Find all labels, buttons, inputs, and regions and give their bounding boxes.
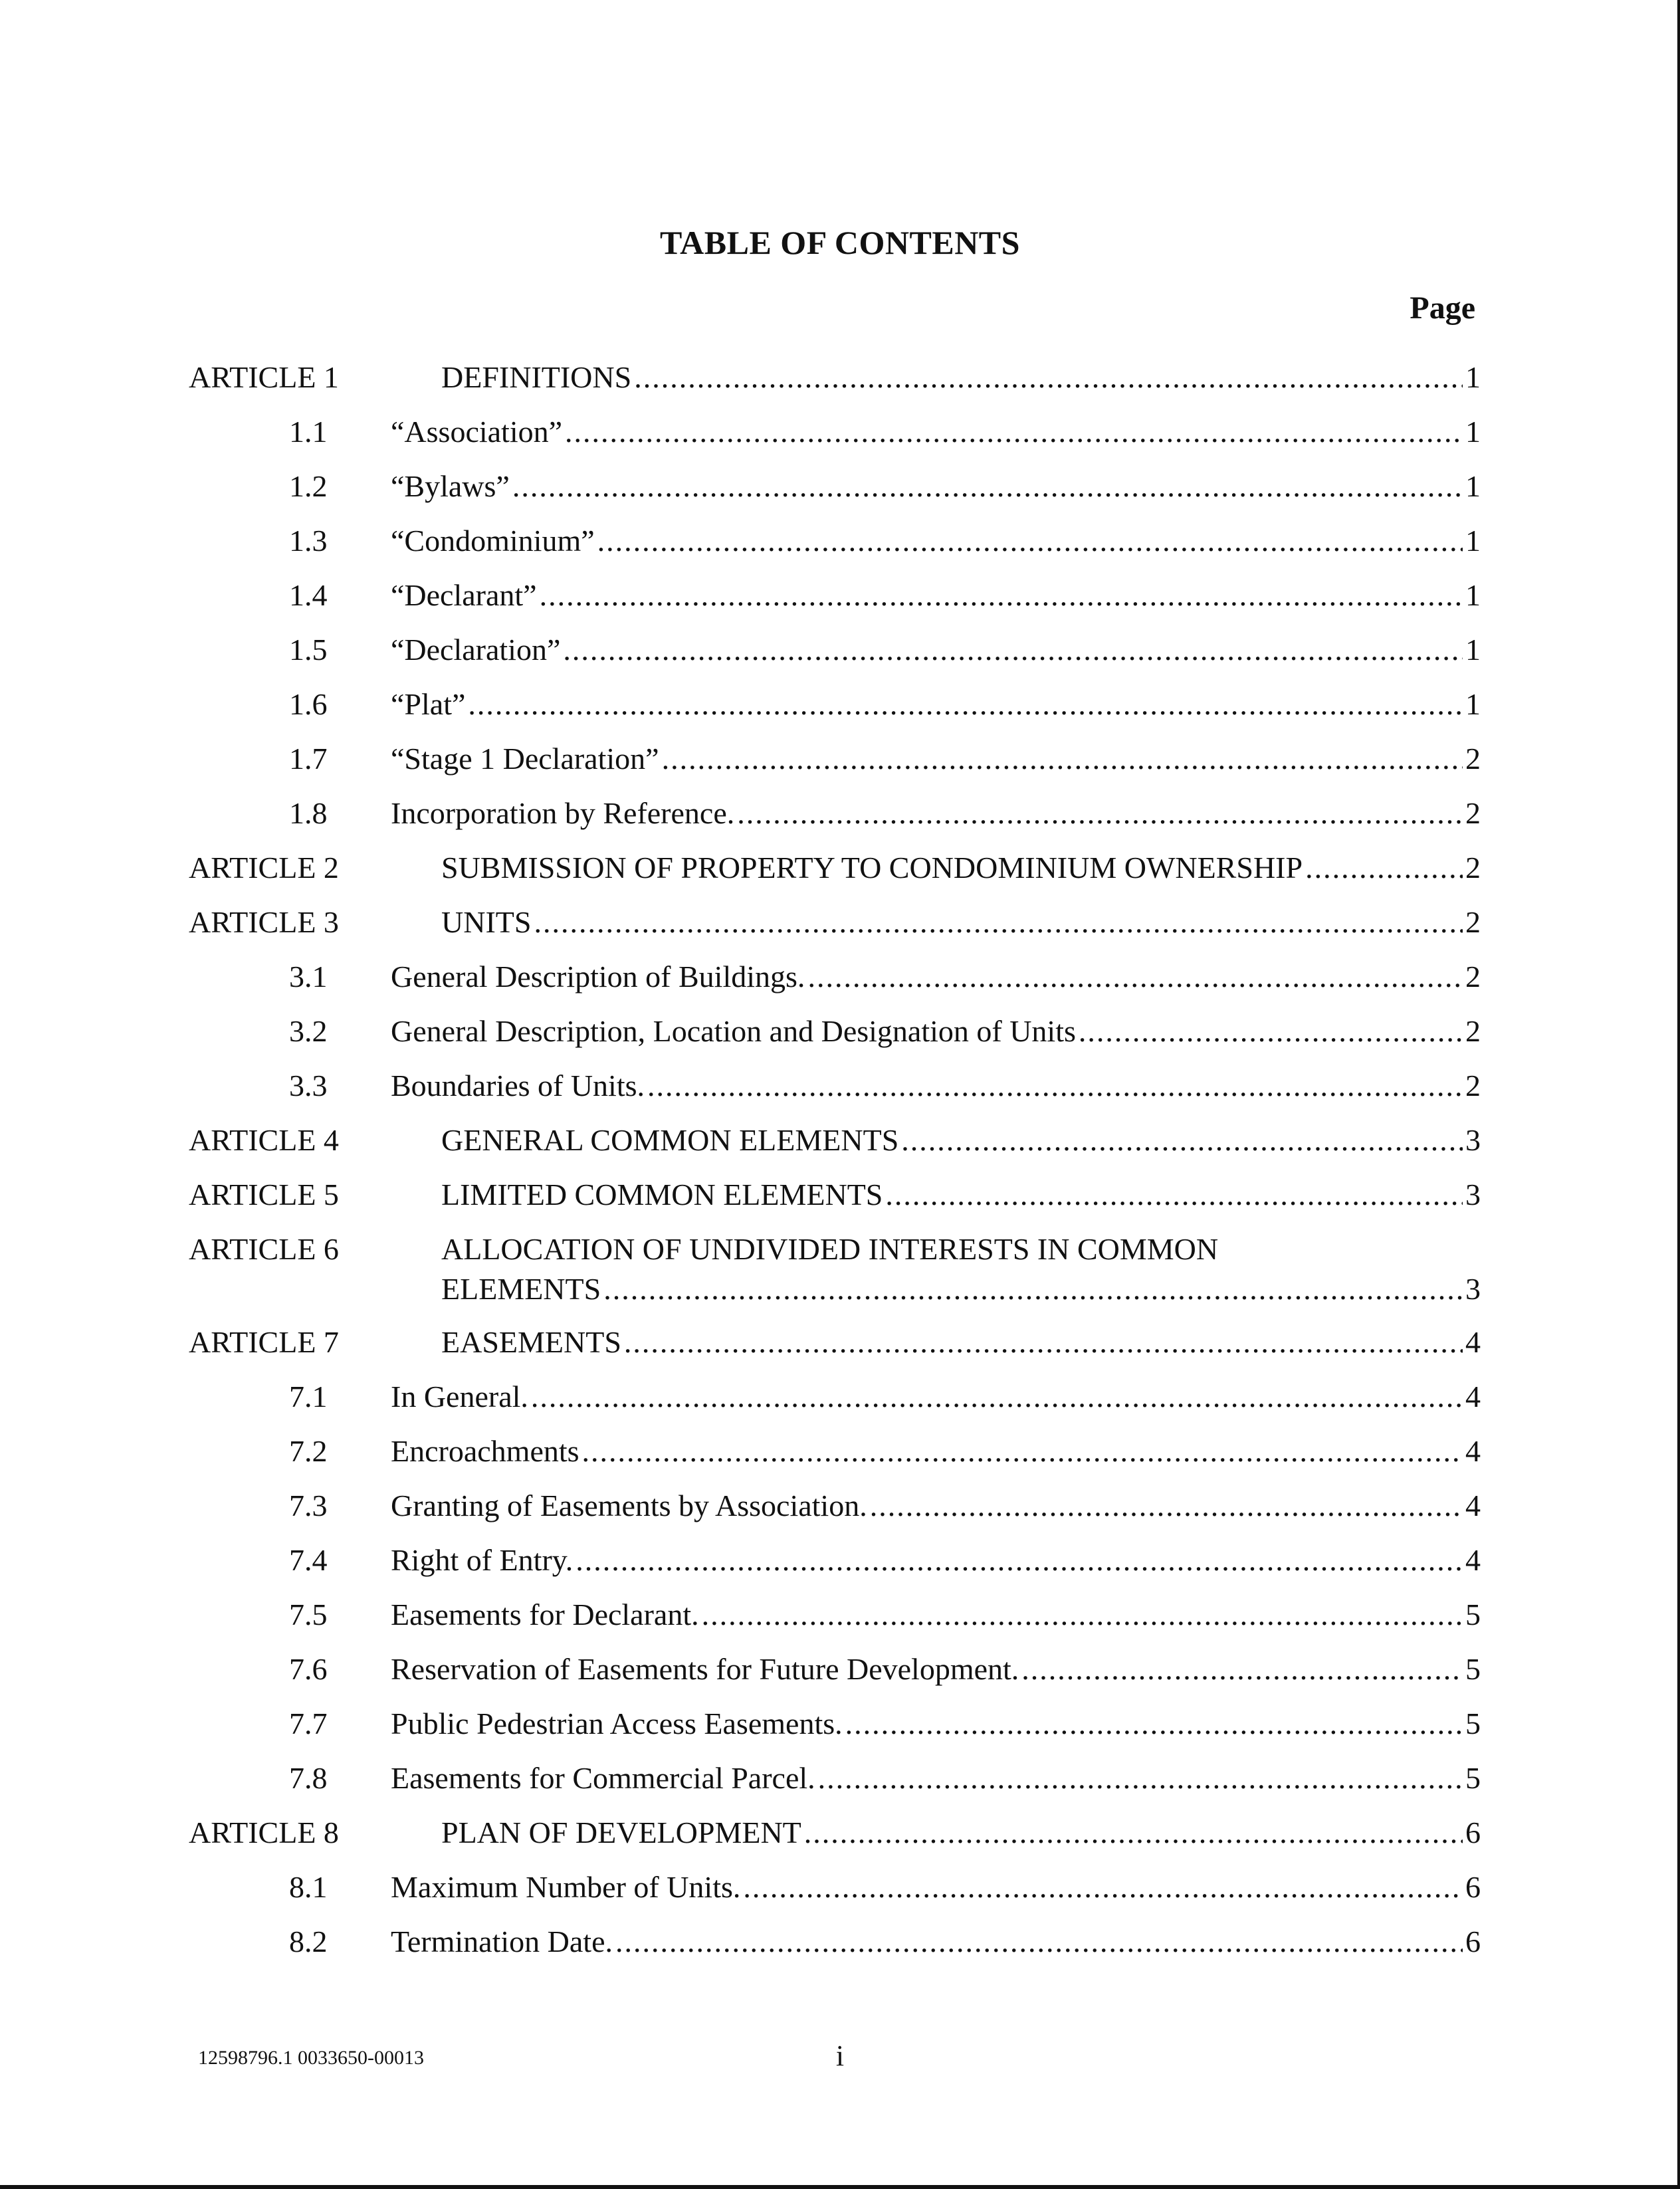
toc-entry-page: 5 <box>1465 1761 1481 1795</box>
dot-leader <box>702 1595 1463 1635</box>
toc-entry-number: 1.2 <box>289 469 328 503</box>
scan-border-bottom <box>0 2185 1680 2189</box>
toc-entry-page: 1 <box>1465 360 1481 394</box>
dot-leader <box>818 1758 1463 1798</box>
dot-leader <box>597 521 1463 561</box>
toc-entry-page: 4 <box>1465 1434 1481 1468</box>
toc-entry-title: UNITS <box>441 905 532 939</box>
toc-entry-page: 5 <box>1465 1707 1481 1740</box>
toc-entry-page: 6 <box>1465 1816 1481 1849</box>
toc-entry-title: Reservation of Easements for Future Development. <box>391 1652 1019 1686</box>
toc-entry-number: 8.1 <box>289 1870 328 1904</box>
toc-entry-page: 2 <box>1465 796 1481 830</box>
footer-document-id: 12598796.1 0033650-00013 <box>198 2047 424 2069</box>
dot-leader <box>634 358 1463 397</box>
toc-entry-title: “Declarant” <box>391 578 537 612</box>
toc-entry-number: 7.2 <box>289 1434 328 1468</box>
toc-entry-page: 4 <box>1465 1543 1481 1577</box>
toc-entry-page: 2 <box>1465 851 1481 885</box>
toc-entry-page: 5 <box>1465 1598 1481 1631</box>
toc-entry-page: 4 <box>1465 1380 1481 1413</box>
toc-entry-page: 2 <box>1465 960 1481 993</box>
dot-leader <box>1079 1011 1463 1051</box>
toc-entry-page: 2 <box>1465 1014 1481 1048</box>
toc-entry-title: General Description, Location and Designation of Units <box>391 1014 1076 1048</box>
toc-entry-title: Easements for Declarant. <box>391 1598 699 1631</box>
toc-entry-page: 6 <box>1465 1870 1481 1904</box>
dot-leader <box>582 1431 1463 1471</box>
toc-entry-number: ARTICLE 3 <box>189 905 339 939</box>
dot-leader <box>662 739 1463 779</box>
toc-entry-number: 7.3 <box>289 1489 328 1522</box>
toc-entry-page: 1 <box>1465 524 1481 558</box>
dot-leader <box>901 1120 1463 1160</box>
dot-leader <box>468 684 1463 724</box>
toc-entry-number: ARTICLE 5 <box>189 1178 339 1211</box>
dot-leader <box>885 1175 1463 1215</box>
dot-leader <box>1021 1649 1463 1689</box>
dot-leader <box>534 902 1463 942</box>
toc-entry-number: 8.2 <box>289 1925 328 1958</box>
toc-entry-title: Granting of Easements by Association. <box>391 1489 867 1522</box>
toc-entry-number: 1.7 <box>289 742 328 776</box>
toc-entry-title: Maximum Number of Units. <box>391 1870 741 1904</box>
toc-entry-title: Right of Entry. <box>391 1543 574 1577</box>
toc-entry-number: ARTICLE 2 <box>189 851 339 885</box>
toc-entry-title: “Stage 1 Declaration” <box>391 742 659 776</box>
dot-leader <box>845 1704 1463 1744</box>
toc-entry-page: 1 <box>1465 469 1481 503</box>
toc-entry-number: 7.8 <box>289 1761 328 1795</box>
dot-leader <box>540 575 1463 615</box>
toc-entry-number: ARTICLE 6 <box>189 1232 339 1266</box>
toc-entry-number: 7.6 <box>289 1652 328 1686</box>
toc-title: TABLE OF CONTENTS <box>660 224 1020 261</box>
toc-entry-title: “Association” <box>391 415 563 449</box>
toc-entry-title: “Plat” <box>391 687 466 721</box>
dot-leader <box>512 467 1463 506</box>
toc-entry-title: In General. <box>391 1380 528 1413</box>
toc-entry-title: DEFINITIONS <box>441 360 632 394</box>
toc-entry-number: 3.2 <box>289 1014 328 1048</box>
dot-leader <box>647 1066 1463 1106</box>
toc-entry-page: 1 <box>1465 687 1481 721</box>
toc-entry-page: 6 <box>1465 1925 1481 1958</box>
toc-entry-page: 3 <box>1465 1178 1481 1211</box>
toc-entry-number: 1.8 <box>289 796 328 830</box>
toc-entry-title: “Declaration” <box>391 633 561 667</box>
toc-entry-number: 1.4 <box>289 578 328 612</box>
toc-entry-title: General Description of Buildings. <box>391 960 805 993</box>
toc-entry-number: 7.1 <box>289 1380 328 1413</box>
toc-entry-number: 7.5 <box>289 1598 328 1631</box>
toc-entry-page: 1 <box>1465 633 1481 667</box>
dot-leader <box>804 1813 1463 1853</box>
toc-entry-title: Boundaries of Units. <box>391 1069 645 1102</box>
toc-entry-page: 1 <box>1465 578 1481 612</box>
dot-leader <box>563 630 1463 670</box>
dot-leader <box>624 1322 1463 1362</box>
toc-entry-number: 1.1 <box>289 415 328 449</box>
toc-entry-page: 4 <box>1465 1489 1481 1522</box>
toc-entry-title: “Condominium” <box>391 524 595 558</box>
toc-entry-page: 2 <box>1465 742 1481 776</box>
toc-entry-number: ARTICLE 1 <box>189 360 339 394</box>
toc-entry-number: 1.5 <box>289 633 328 667</box>
toc-entry-title: Public Pedestrian Access Easements. <box>391 1707 843 1740</box>
toc-entry-title: SUBMISSION OF PROPERTY TO CONDOMINIUM OWNERSHIP <box>441 851 1303 885</box>
toc-entry-number: ARTICLE 7 <box>189 1325 339 1359</box>
toc-entry-number: 7.7 <box>289 1707 328 1740</box>
dot-leader <box>603 1269 1463 1309</box>
toc-entry-page: 3 <box>1465 1123 1481 1157</box>
toc-entry-page: 4 <box>1465 1325 1481 1359</box>
dot-leader <box>870 1486 1463 1526</box>
dot-leader <box>576 1540 1463 1580</box>
toc-entry-title: Incorporation by Reference. <box>391 796 735 830</box>
dot-leader <box>807 957 1463 997</box>
toc-entry-page: 5 <box>1465 1652 1481 1686</box>
toc-entry-number: ARTICLE 8 <box>189 1816 339 1849</box>
dot-leader <box>1305 848 1463 888</box>
toc-entry-page: 1 <box>1465 415 1481 449</box>
dot-leader <box>743 1867 1463 1907</box>
toc-entry-title: Encroachments <box>391 1434 579 1468</box>
toc-entry-title: PLAN OF DEVELOPMENT <box>441 1816 801 1849</box>
toc-entry-number: 3.1 <box>289 960 328 993</box>
toc-entry-number: 3.3 <box>289 1069 328 1102</box>
toc-entry-title: EASEMENTS <box>441 1325 621 1359</box>
toc-entry-title-line1: ALLOCATION OF UNDIVIDED INTERESTS IN COMMON <box>441 1232 1219 1266</box>
toc-entry-number: 1.3 <box>289 524 328 558</box>
toc-entry-number: 7.4 <box>289 1543 328 1577</box>
dot-leader <box>531 1377 1463 1417</box>
dot-leader <box>565 412 1463 452</box>
toc-entry-title: ELEMENTS <box>441 1272 601 1306</box>
page-column-label: Page <box>1410 290 1475 326</box>
toc-entry-page: 2 <box>1465 905 1481 939</box>
dot-leader <box>737 793 1463 833</box>
dot-leader <box>615 1922 1463 1962</box>
footer-page-number: i <box>835 2039 845 2072</box>
toc-entry-title: Easements for Commercial Parcel. <box>391 1761 815 1795</box>
toc-entry-title: LIMITED COMMON ELEMENTS <box>441 1178 883 1211</box>
toc-entry-title: “Bylaws” <box>391 469 510 503</box>
toc-entry-number: ARTICLE 4 <box>189 1123 339 1157</box>
toc-entry-number: 1.6 <box>289 687 328 721</box>
scan-border-right <box>1677 0 1680 2189</box>
toc-entry-page: 3 <box>1465 1272 1481 1306</box>
toc-entry-title: GENERAL COMMON ELEMENTS <box>441 1123 899 1157</box>
toc-entry-title: Termination Date. <box>391 1925 613 1958</box>
toc-entry-page: 2 <box>1465 1069 1481 1102</box>
